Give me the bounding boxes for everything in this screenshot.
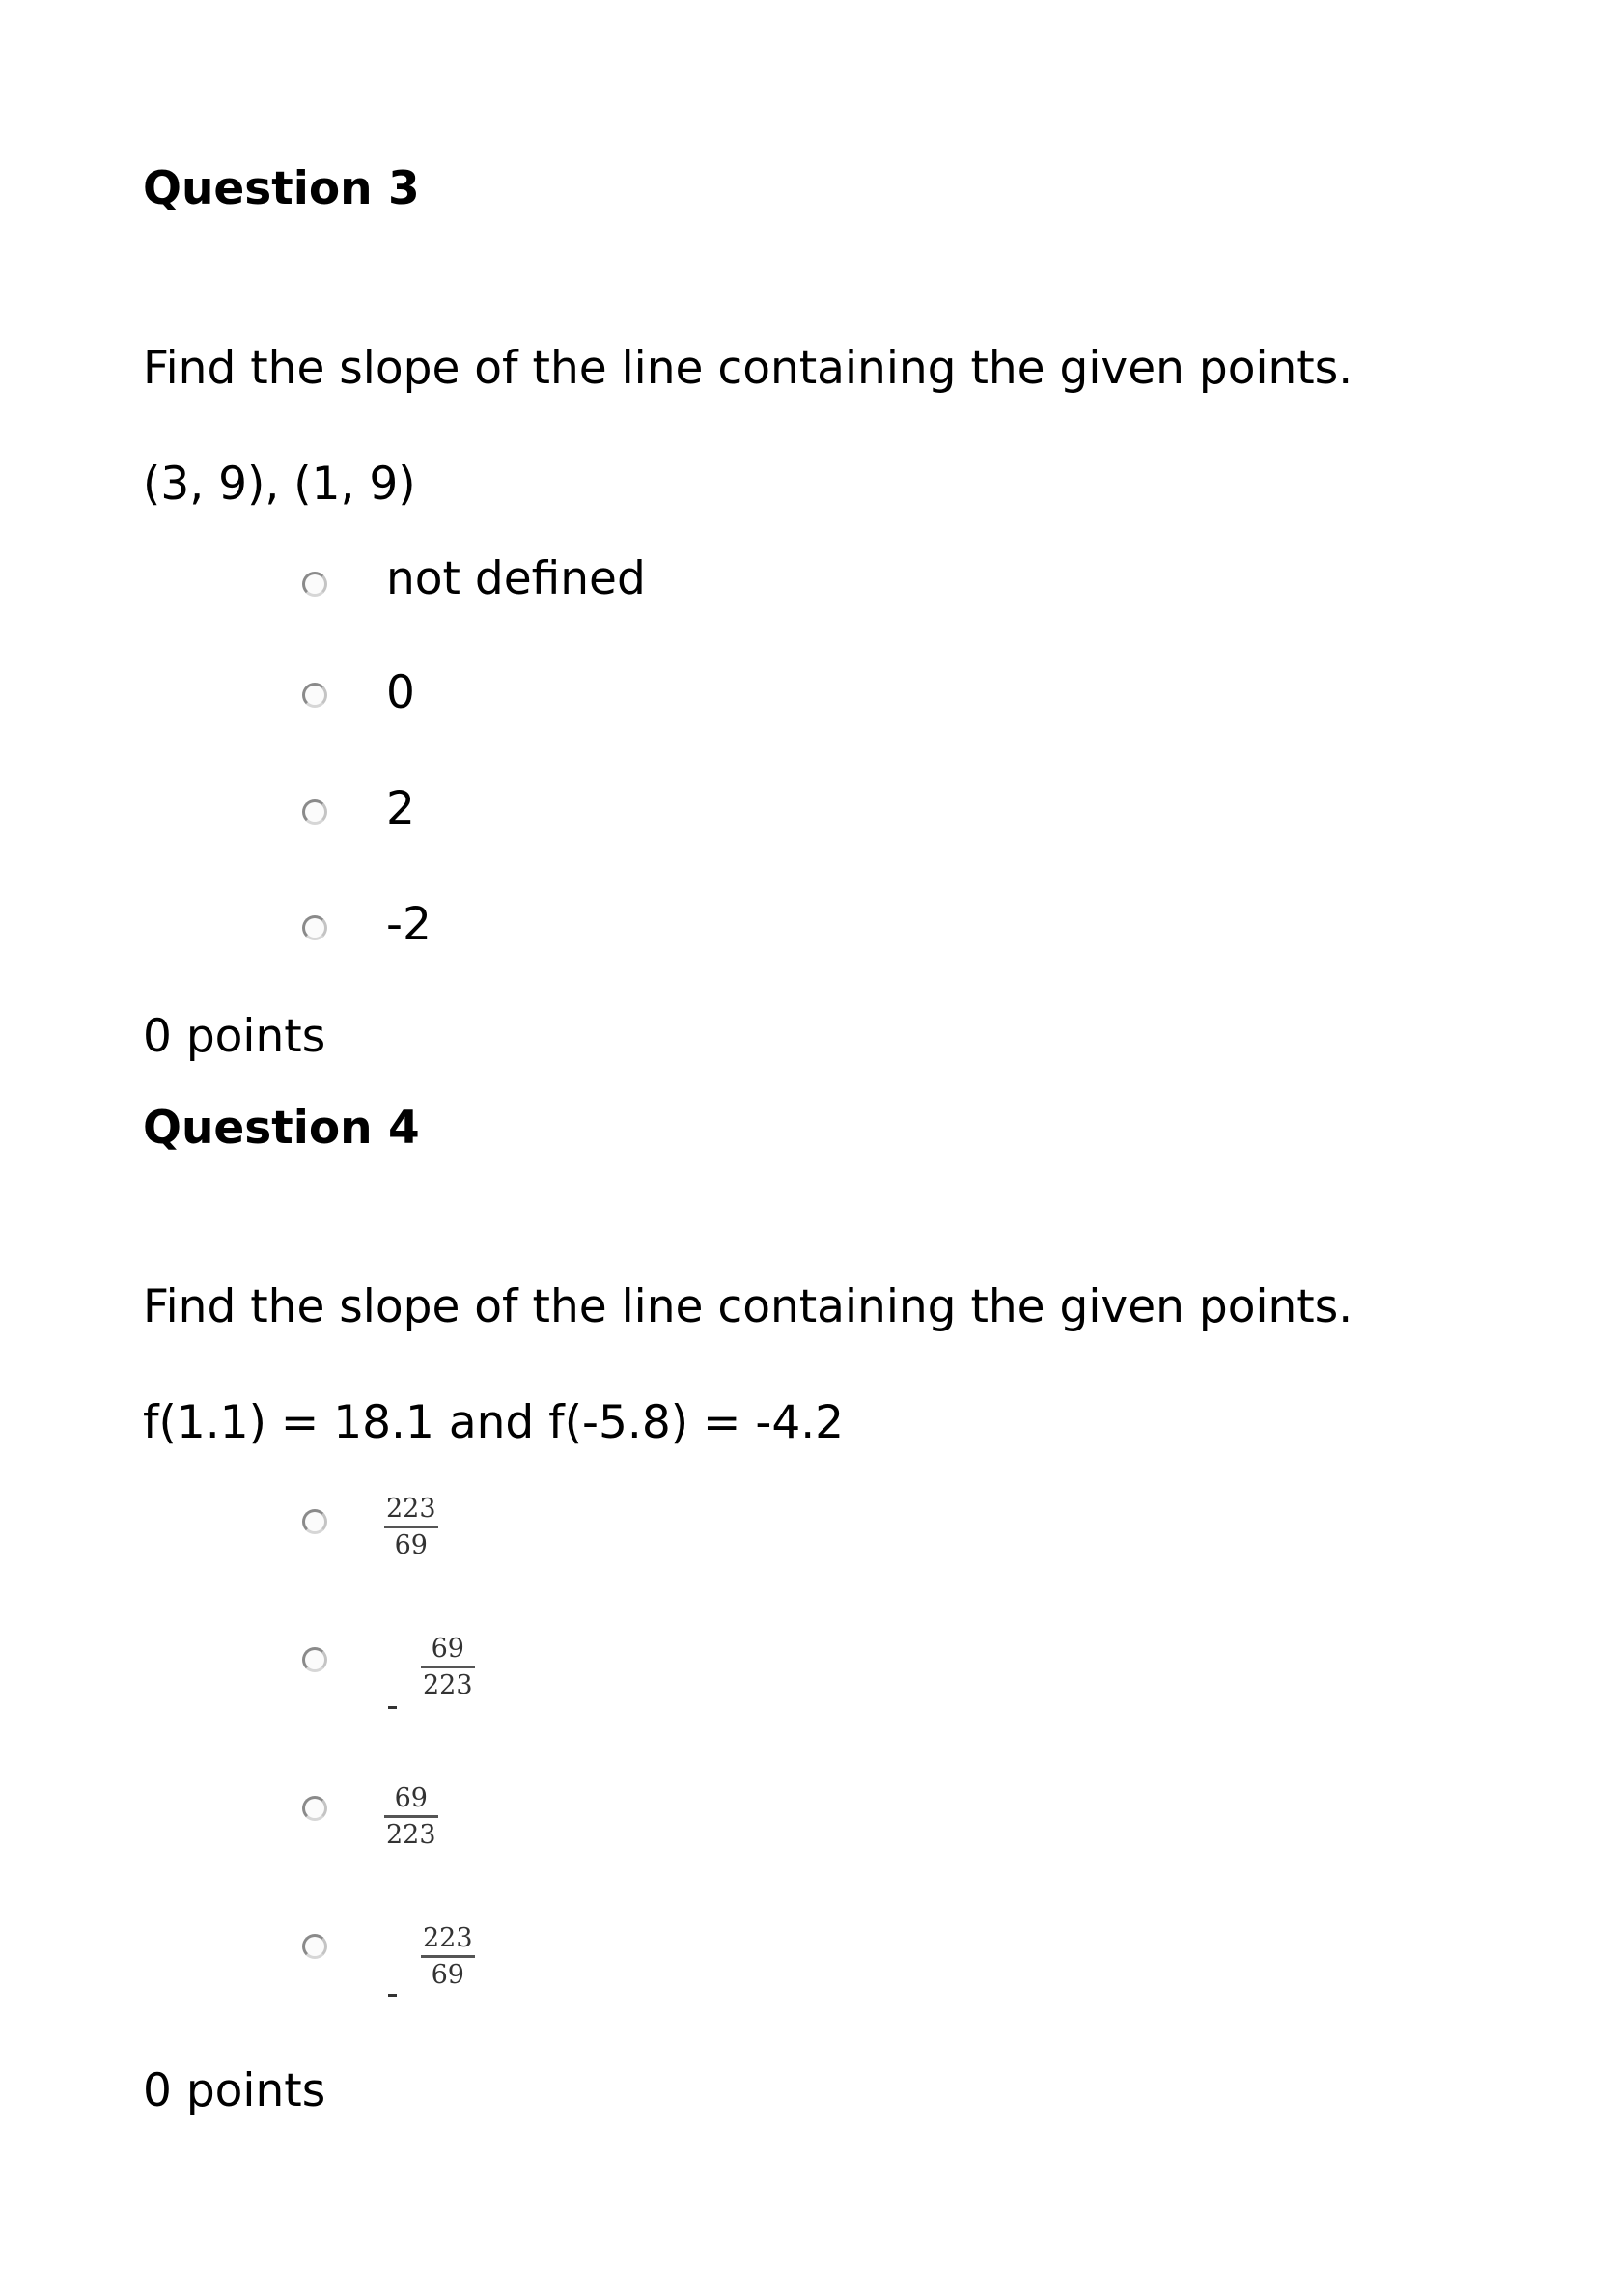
question-3-score: 0 points [143, 1010, 326, 1063]
fraction-bar [421, 1955, 475, 1958]
fraction-denominator: 69 [394, 1530, 428, 1560]
fraction-numerator: 69 [394, 1783, 428, 1813]
fraction-bar [384, 1815, 438, 1818]
radio-button[interactable] [302, 1934, 327, 1959]
question-3-prompt: Find the slope of the line containing the given points. [143, 342, 1353, 395]
fraction-denominator: 223 [423, 1670, 473, 1700]
minus-sign [388, 1994, 397, 1997]
minus-sign [388, 1706, 397, 1709]
fraction[interactable] [421, 1636, 475, 1698]
radio-button[interactable] [302, 683, 327, 708]
radio-button[interactable] [302, 915, 327, 940]
fraction-bar [421, 1666, 475, 1668]
radio-button[interactable] [302, 1796, 327, 1821]
fraction-numerator: 223 [423, 1923, 473, 1953]
fraction-denominator: 69 [431, 1960, 464, 1990]
question-4-heading: Question 4 [143, 1102, 420, 1155]
question-4-prompt: Find the slope of the line containing the given points. [143, 1280, 1353, 1333]
fraction-denominator: 223 [386, 1820, 436, 1850]
fraction[interactable] [384, 1785, 438, 1848]
question-4-score: 0 points [143, 2064, 326, 2117]
question-4-function-values: f(1.1) = 18.1 and f(-5.8) = -4.2 [143, 1396, 845, 1449]
radio-button[interactable] [302, 1509, 327, 1534]
option-label[interactable]: not defined [386, 552, 646, 605]
radio-button[interactable] [302, 1647, 327, 1672]
question-3-heading: Question 3 [143, 162, 420, 215]
fraction[interactable] [384, 1496, 438, 1558]
option-label[interactable]: 0 [386, 666, 415, 719]
fraction-numerator: 69 [431, 1634, 464, 1664]
fraction[interactable] [421, 1925, 475, 1988]
fraction-bar [384, 1526, 438, 1528]
question-3-points: (3, 9), (1, 9) [143, 458, 416, 511]
radio-button[interactable] [302, 799, 327, 825]
option-label[interactable]: -2 [386, 898, 432, 951]
option-label[interactable]: 2 [386, 782, 415, 835]
fraction-numerator: 223 [386, 1494, 436, 1524]
radio-button[interactable] [302, 572, 327, 597]
